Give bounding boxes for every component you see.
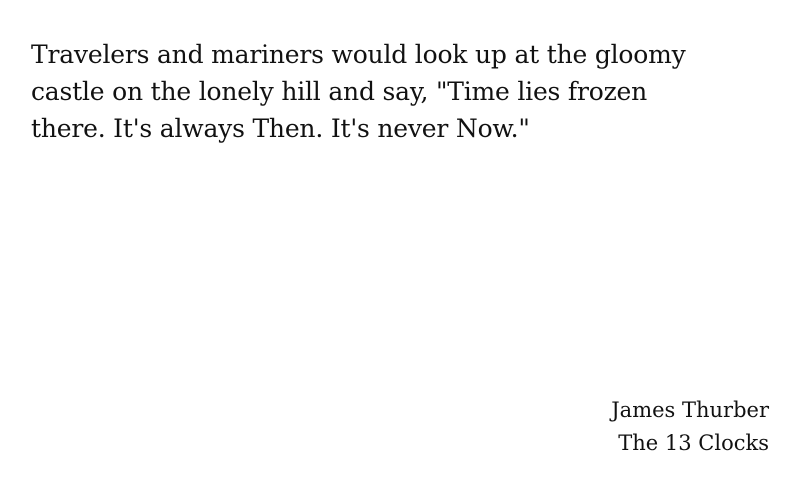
work-title: The 13 Clocks: [618, 431, 769, 455]
quote-line: castle on the lonely hill and say, "Time lies frozen: [31, 77, 648, 106]
quote-line: Travelers and mariners would look up at the gloomy: [31, 40, 686, 69]
quote-attribution: [611, 394, 769, 460]
quote-text: [31, 36, 751, 147]
author-name: James Thurber: [611, 398, 769, 422]
quote-line: there. It's always Then. It's never Now.": [31, 114, 530, 143]
